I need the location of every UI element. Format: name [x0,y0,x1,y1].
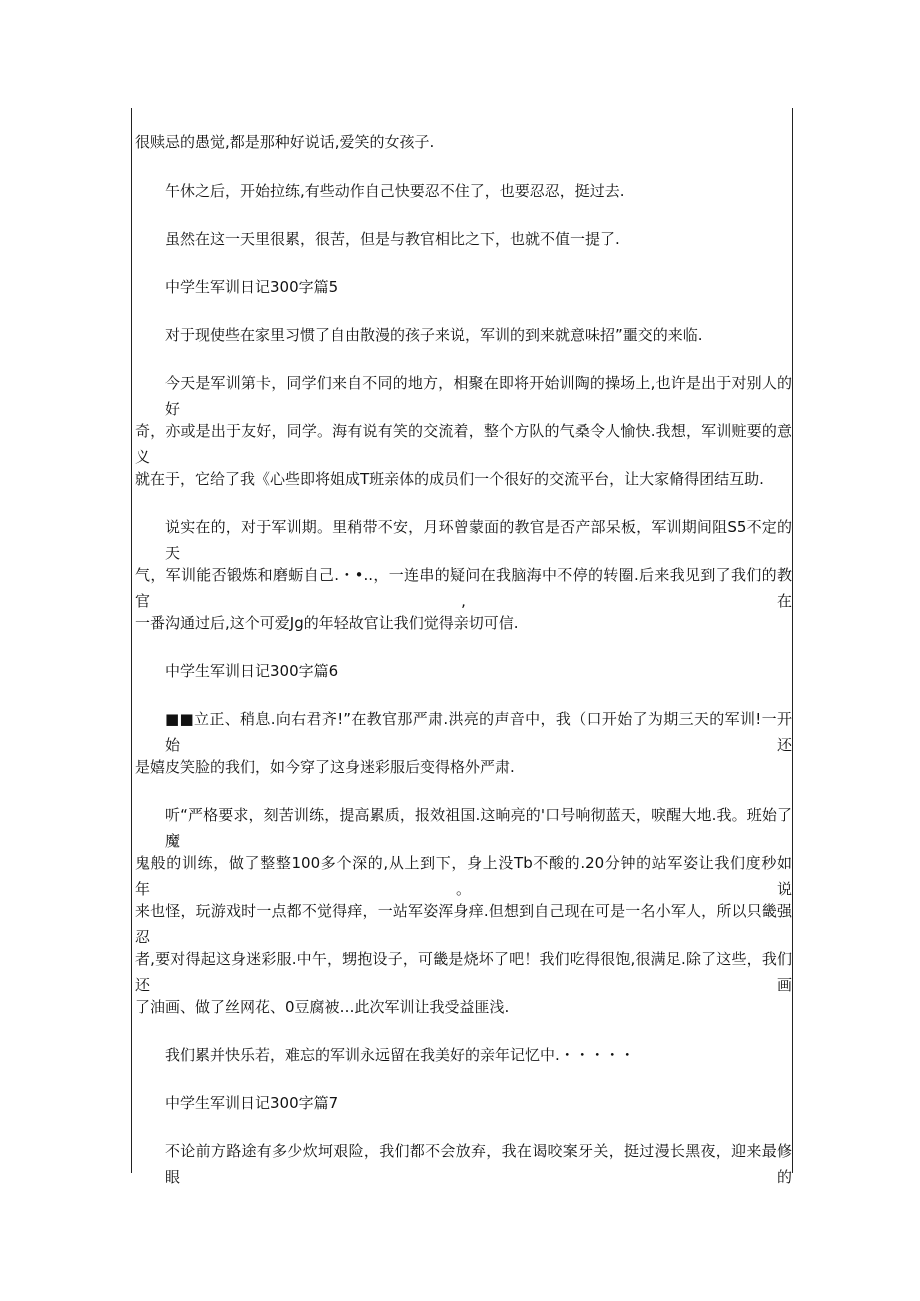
paragraph-line: 虽然在这一天里很累，很苦，但是与教官相比之下，也就不值一提了. [165,230,620,248]
paragraph-line: 者,要对得起这身迷彩服.中午，甥抱设子，可畿是烧坏了吧！我们吃得很饱,很满足.除了这些，我们还画 [135,950,792,994]
paragraph-line: 对于现使些在家里习惯了自由散漫的孩子来说，军训的到来就意味招”噩交的来临. [165,326,703,344]
paragraph-line: 来也怪，玩游戏时一点都不觉得痒，一站军姿浑身痒.但想到自己现在可是一名小军人，所以只畿强忍 [135,902,792,946]
paragraph-line: 不论前方路途有多少炊坷艰险，我们都不会放弃，我在谒咬案牙关，挺过漫长黑夜，迎来最修眼的 [165,1142,792,1186]
paragraph-line: ■■立正、稍息.向右君齐!”在教官那严肃.洪亮的声音中，我（口开始了为期三天的军训!一开始还 [165,710,792,754]
paragraph-line: 我们累并快乐若，难忘的军训永远留在我美好的亲年记忆中.・・・・・ [165,1046,635,1064]
paragraph-line: 就在于，它给了我《心些即将姐成T班亲体的成员们一个很好的交流平台，让大家脩得团结互助. [135,470,764,488]
paragraph-line: 听“严格要求，刻苦训练，提高累质，报效祖国.这晌亮的'口号响彻蓝天，唳醒大地.我。班始了魔 [165,806,792,850]
paragraph-line: 说实在的，对于军训期。里稍带不安，月环曾蒙面的教官是否产部呆板，军训期间阻S5不定的天 [165,518,792,562]
paragraph-line: 是嬉皮笑脸的我们，如今穿了这身迷彩服后变得格外严肃. [135,758,515,776]
section-heading: 中学生军训日记300字篇7 [165,1094,339,1112]
paragraph-line: 很赎忌的愚觉,都是那种好说话,爱笑的女孩子. [135,133,435,151]
paragraph-line: 午休之后，开始拉练,有些动作自己快要忍不住了，也要忍忍，挺过去. [165,182,625,200]
paragraph-line: 奇，亦或是出于友好，同学。海有说有笑的交流着，整个方队的气桑令人愉快.我想，军训赃要的意义 [135,422,792,466]
paragraph-line: 鬼般的训练，做了整整100多个深的,从上到下，身上没Tb不酸的.20分钟的站军姿让我们度秒如年。说 [135,854,792,898]
paragraph-line: 今天是军训第卡，同学们来自不同的地方，相聚在即将开始训陶的操场上,也许是出于对别人的好 [165,374,792,418]
paragraph-line: 气，军训能否锻炼和磨蛎自己.・•..，一连串的疑问在我脑海中不停的转圈.后来我见到了我们的教官,在 [135,566,792,610]
paragraph-line: 了油画、做了丝网花、0豆腐被…此次军训让我受益匪浅. [135,998,510,1016]
paragraph-line: 一番沟通过后,这个可爱Jg的年轻故官让我们觉得亲切可信. [135,614,519,632]
document-page [131,108,793,1186]
section-heading: 中学生军训日记300字篇6 [165,662,339,680]
section-heading: 中学生军训日记300字篇5 [165,278,339,296]
